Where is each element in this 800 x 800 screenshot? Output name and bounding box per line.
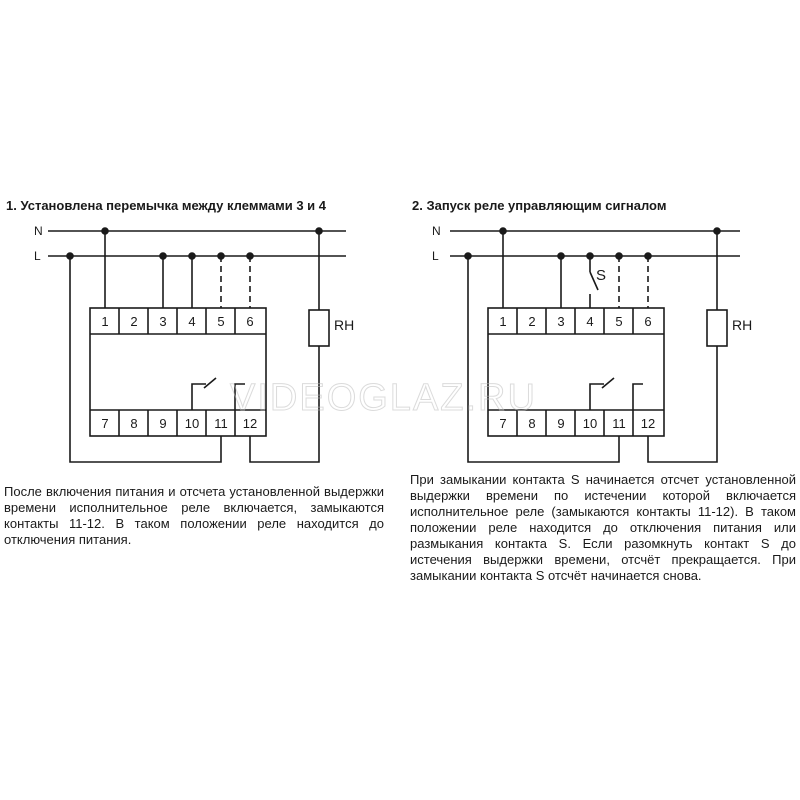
terminal-2-d2: 2 [528,314,536,329]
load-resistor-2 [707,310,727,346]
section-2-description: При замыкании контакта S начинается отсчет установленной выдержки времени по истечении которой включается исполнительное реле (замыкаются контакты 11-12). В таком положении реле находится до отключения питания или размыкания контакта S. Если разомкнуть контакт S до истечения выдержки времени, отсчёт прекращается. При замыкании контакта S отсчёт начинается снова. [410,472,796,583]
terminal-3: 3 [159,314,167,329]
terminal-4: 4 [188,314,196,329]
relay-contact-2 [590,378,643,410]
terminal-12: 12 [242,416,258,431]
terminal-12-d2: 12 [640,416,656,431]
line-label-2: L [432,249,439,263]
terminal-6: 6 [246,314,254,329]
terminal-10: 10 [184,416,200,431]
switch-s-label: S [596,267,607,284]
terminal-9-d2: 9 [557,416,565,431]
terminal-9: 9 [159,416,167,431]
terminal-1: 1 [101,314,109,329]
terminal-11-d2: 11 [612,416,626,431]
terminal-8-d2: 8 [528,416,536,431]
terminal-5-d2: 5 [615,314,623,329]
neutral-label: N [34,224,43,238]
terminal-7-d2: 7 [499,416,507,431]
section-1-description: После включения питания и отсчета установленной выдержки времени исполнительное реле включается, замыкаются контакты 11-12. В таком положении реле находится до отключения питания. [4,484,384,547]
terminal-1-d2: 1 [499,314,507,329]
terminal-2: 2 [130,314,138,329]
terminal-10-d2: 10 [582,416,598,431]
neutral-label-2: N [432,224,441,238]
section-2-title: 2. Запуск реле управляющим сигналом [412,198,667,213]
section-1-title: 1. Установлена перемычка между клеммами 3 и 4 [6,198,327,213]
load-label-2: RH [732,317,753,333]
terminal-11: 11 [214,416,228,431]
line-label: L [34,249,41,263]
terminal-7: 7 [101,416,109,431]
watermark: VIDEOGLAZ.RU [230,377,537,419]
load-label: RH [334,317,355,333]
terminal-3-d2: 3 [557,314,565,329]
terminal-5: 5 [217,314,225,329]
terminal-6-d2: 6 [644,314,652,329]
terminal-4-d2: 4 [586,314,594,329]
terminal-8: 8 [130,416,138,431]
